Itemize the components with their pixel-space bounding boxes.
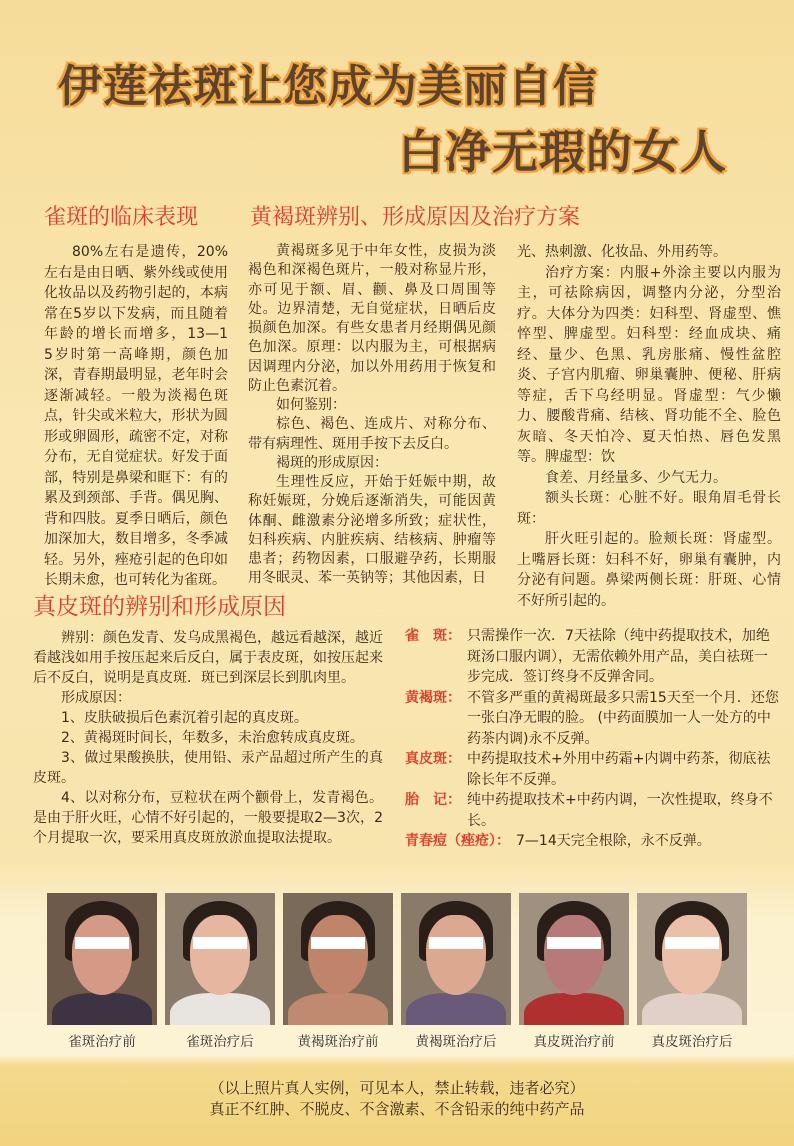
treatment-text: 只需操作一次．7天祛除（纯中药提取技术，加绝斑汤口服内调），无需依赖外用产品，美白祛斑一步完成．签订终身不反弹舍同。 — [467, 628, 770, 685]
headline-line-1: 伊莲祛斑让您成为美丽自信 — [58, 61, 598, 112]
treatment-label: 黄褐斑： — [405, 689, 461, 706]
treatment-label: 胎 记： — [405, 792, 461, 808]
paragraph: 形成原因： — [61, 690, 131, 706]
paragraph: 额头长斑：心脏不好。眼角眉毛骨长斑： — [517, 490, 781, 527]
footer-slogan: 真正不红肿、不脱皮、不含激素、不含铅汞的纯中药产品 — [209, 1100, 585, 1118]
photo-melasma-after — [401, 893, 511, 1025]
paragraph: 食差、月经量多、少气无力。 — [545, 469, 727, 486]
paragraph: 治疗方案：内服+外涂主要以内服为主，可祛除病因，调整内分泌，分型治疗。大体分为四类：妇科型、肾虚型、憔悴型、脾虚型。妇科型：经血成块、痛经、量少、色黑、乳房胀痛、慢性盆腔炎、子宫内肌瘤、卵巢囊肿、便秘、肝病等症，舌下乌经明显。肾虚型：气少懒力、腰酸背痛、结核、肾功能不全、脸色灰暗、冬天怕冷、夏天怕热、唇色发黑等。脾虚型：饮 — [517, 264, 781, 465]
dermal-text — [33, 628, 383, 848]
photo-melasma-before — [283, 893, 393, 1025]
paragraph: 2、黄褐斑时间长，年数多，未治愈转成真皮斑。 — [61, 730, 364, 746]
photo-dermal-after — [637, 893, 747, 1025]
photo-freckle-before — [47, 893, 157, 1025]
section-title-dermal: 真皮斑的辨别和形成原因 — [33, 594, 286, 620]
treatment-item — [405, 688, 780, 750]
paragraph: 如何鉴别： — [276, 397, 346, 413]
paragraph: 1、皮肤破损后色素沉着引起的真皮斑。 — [61, 710, 308, 726]
paragraph: 黄褐斑多见于中年女性，皮损为淡褐色和深褐色斑片，一般对称显片形，亦可见于额、眉、颧、鼻及口周围等处。边界清楚，无自觉症状，日晒后皮损颜色加深。有些女患者月经期偶见颜色加深。原理：以内服为主，可根据病因调理内分泌，加以外用药用于恢复和防止色素沉着。 — [248, 243, 496, 394]
melasma-text — [248, 242, 496, 589]
photo-caption: 真皮斑治疗后 — [651, 1034, 733, 1050]
treatment-item — [405, 831, 780, 852]
headline-line-2: 白净无瑕的女人 — [398, 125, 727, 179]
photo-caption: 黄褐斑治疗后 — [415, 1034, 497, 1050]
treatment-label: 雀 斑： — [405, 628, 461, 644]
treatment-item — [405, 749, 780, 790]
paragraph: 3、做过果酸换肤，使用铅、汞产品超过所产生的真皮斑。 — [33, 750, 383, 786]
before-after-photos — [47, 893, 747, 1025]
treatment-item — [405, 626, 780, 688]
paragraph: 生理性反应，开始于妊娠中期，故称妊娠斑，分娩后逐渐消失，可能因黄体酮、雌激素分泌增多所致；症状性，妇科疾病、内脏疾病、结核病、肿瘤等患者；药物因素，口服避孕药，长期服用冬眠灵、苯一英钠等；其他因素，日 — [248, 474, 496, 587]
treatment-plan-text — [517, 242, 781, 611]
photo-caption: 雀斑治疗前 — [68, 1034, 136, 1050]
photo-freckle-after — [165, 893, 275, 1025]
paragraph: 辨别：颜色发青、发乌成黑褐色，越远看越深，越近看越浅如用手按压起来后反白，属于表皮斑，如按压起来后不反白，说明是真皮斑．斑已到深层长到肌肉里。 — [33, 630, 383, 686]
treatment-text: 中药提取技术+外用中药霜+内调中药茶，彻底祛除长年不反弹。 — [467, 751, 771, 788]
paragraph: 4、以对称分布，豆粒状在两个颧骨上，发青褐色。是由于肝火旺，心情不好引起的，一般要提取2—3次，2个月提取一次，要采用真皮斑放淤血提取法提取。 — [33, 790, 383, 846]
treatment-text: 纯中药提取技术+中药内调，一次性提取，终身不长。 — [467, 792, 773, 829]
paragraph: 棕色、褐色、连成片、对称分布、带有病理性、斑用手按下去反白。 — [248, 416, 496, 452]
treatment-text: 不管多严重的黄褐斑最多只需15天至一个月．还您一张白净无暇的脸。 (中药面膜加一人一处方的中药茶内调)永不反弹。 — [467, 689, 779, 747]
paragraph: 肝火旺引起的。脸颊长斑：肾虚型。上嘴唇长斑：妇科不好，卵巢有囊肿，内分泌有问题。鼻梁两侧长斑：肝斑、心情不好所引起的。 — [517, 531, 781, 609]
photo-caption: 雀斑治疗后 — [186, 1034, 254, 1050]
paragraph: 80%左右是遗传，20%左右是由日晒、紫外线或使用化妆品以及药物引起的，本病常在5岁以下发病，而且随着年龄的增长而增多，13—1 5岁时第一高峰期，颜色加深，青春期最明显，老年时会逐渐减轻。一般为淡褐色斑点，针尖或米粒大，形状为圆形或卵圆形，疏密不定，对称分布，无自觉症状。好发于面部，特别是鼻梁和眶下：有的累及到颈部、手背。偶见胸、背和四肢。夏季日晒后，颜色加深加大，数目增多，冬季减轻。另外，痤疮引起的色印如长期未愈，也可转化为雀斑。 — [44, 244, 242, 588]
paragraph: 光、热刺激、化妆品、外用药等。 — [517, 244, 727, 260]
treatment-list — [405, 626, 780, 852]
treatment-label: 真皮斑： — [405, 751, 461, 767]
freckles-text — [44, 242, 242, 591]
treatment-item — [405, 790, 780, 831]
section-title-freckles: 雀斑的临床表现 — [44, 205, 199, 230]
photo-caption: 真皮斑治疗前 — [533, 1034, 615, 1050]
paragraph: 褐斑的形成原因： — [276, 454, 388, 471]
photo-caption: 黄褐斑治疗前 — [297, 1034, 379, 1050]
photo-dermal-before — [519, 893, 629, 1025]
treatment-text: 7—14天完全根除，永不反弹。 — [516, 833, 711, 849]
footer-disclaimer: （以上照片真人实例，可见本人，禁止转载，违者必究） — [209, 1079, 585, 1097]
section-title-melasma: 黄褐斑辨别、形成原因及治疗方案 — [250, 205, 581, 230]
treatment-label: 青春痘（痤疮）： — [405, 833, 510, 849]
